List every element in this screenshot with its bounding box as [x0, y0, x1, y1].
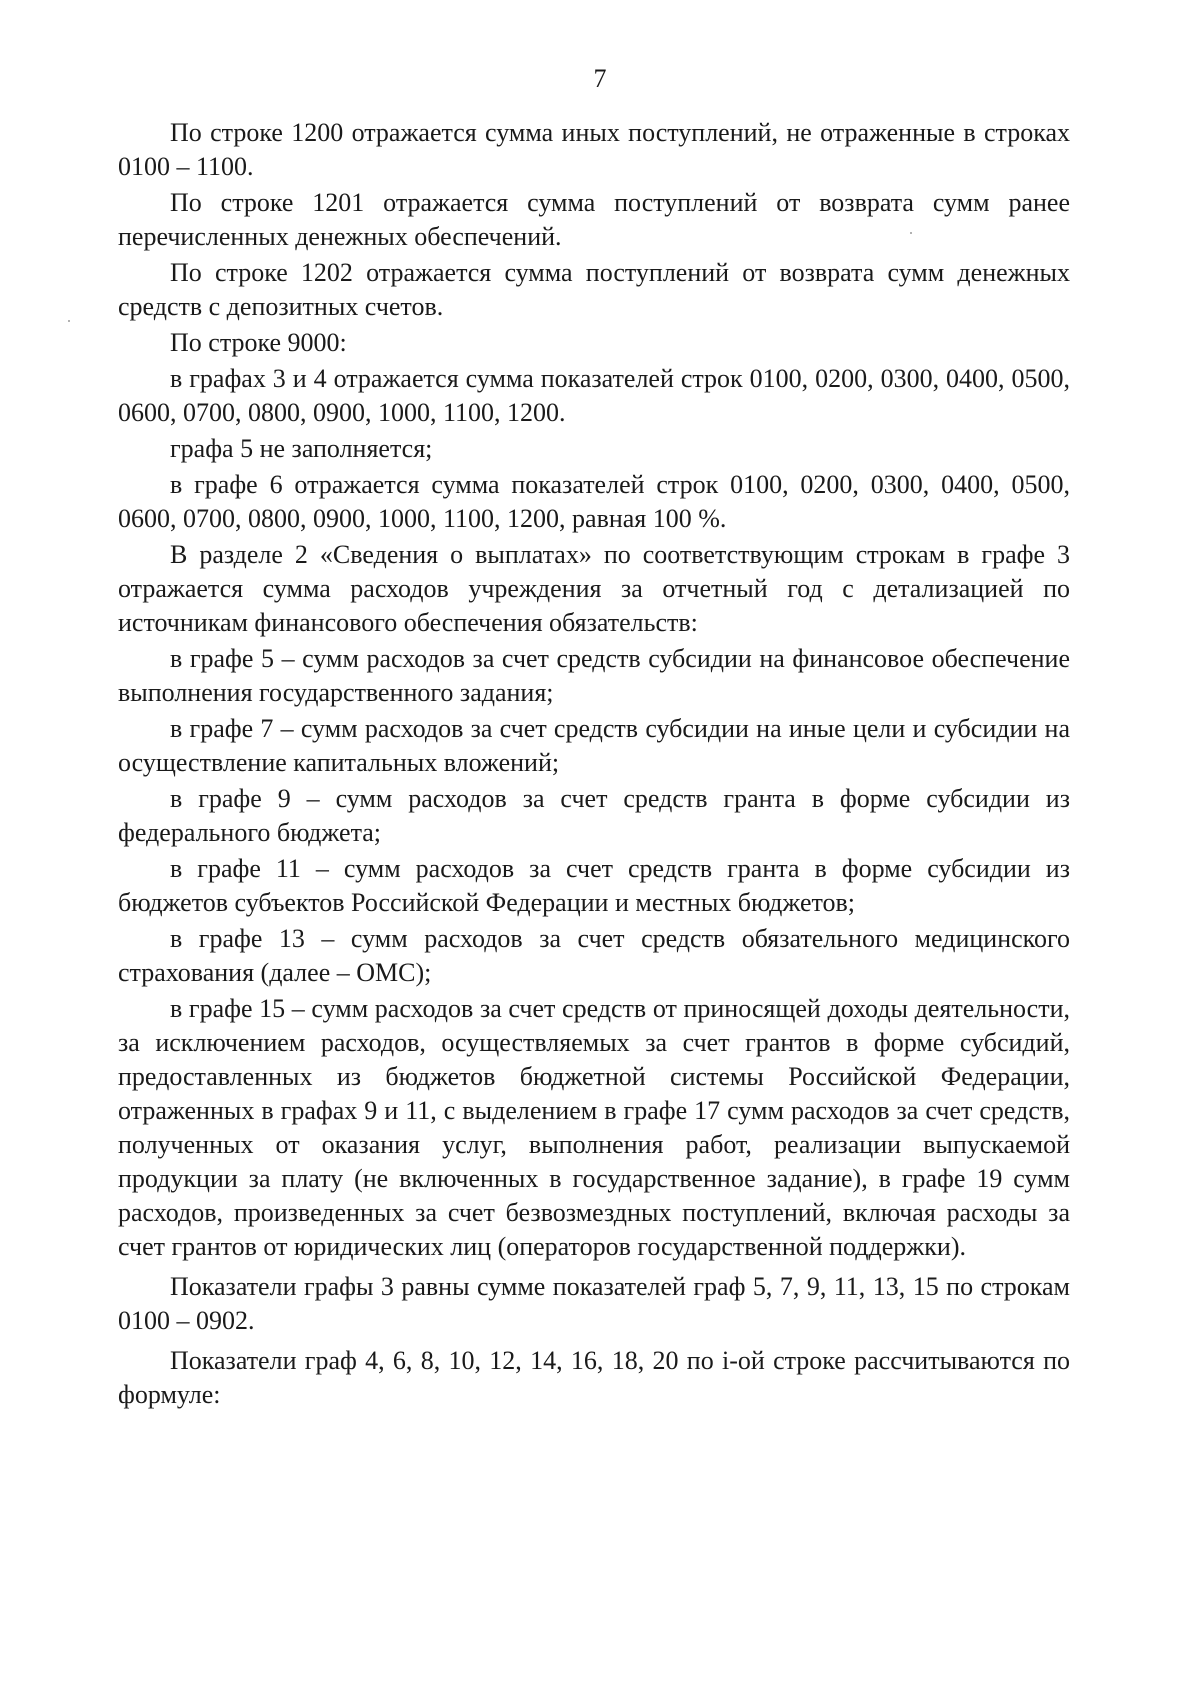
- paragraph-column-3-totals: Показатели графы 3 равны сумме показателей граф 5, 7, 9, 11, 13, 15 по строкам 0100 – 0902.: [118, 1272, 1070, 1335]
- paragraph-column-15-expenses: в графе 15 – сумм расходов за счет средств от приносящей доходы деятельности, за исключением расходов, осуществляемых за счет грантов в форме субсидий, предоставленных из бюджетов бюджетной системы Российской Федерации, отраженных в графах 9 и 11, с выделением в графе 17 сумм расходов за счет средств, полученных от оказания услуг, выполнения работ, реализации выпускаемой продукции за плату (не включенных в государственное задание), в графе 19 сумм расходов, произведенных за счет безвозмездных поступлений, включая расходы за счет грантов от юридических лиц (операторов государственной поддержки).: [118, 994, 1070, 1261]
- page-number: 7: [593, 64, 607, 93]
- paragraph-section-2-intro: В разделе 2 «Сведения о выплатах» по соответствующим строкам в графе 3 отражается сумма расходов учреждения за отчетный год с детализацией по источникам финансового обеспечения обязательств:: [118, 540, 1070, 637]
- paragraph-column-6: в графе 6 отражается сумма показателей строк 0100, 0200, 0300, 0400, 0500, 0600, 0700, 0800, 0900, 1000, 1100, 1200, равная 100 %.: [118, 470, 1070, 533]
- paragraph-column-5: графа 5 не заполняется;: [170, 434, 433, 463]
- paragraph-row-9000-heading: По строке 9000:: [170, 328, 347, 357]
- paragraph-column-7-expenses: в графе 7 – сумм расходов за счет средств субсидии на иные цели и субсидии на осуществление капитальных вложений;: [118, 714, 1070, 777]
- paragraph-formula-intro: Показатели граф 4, 6, 8, 10, 12, 14, 16, 18, 20 по i-ой строке рассчитываются по формуле:: [118, 1346, 1070, 1409]
- paragraph-row-1202: По строке 1202 отражается сумма поступлений от возврата сумм денежных средств с депозитных счетов.: [118, 258, 1070, 321]
- paragraph-row-1201: По строке 1201 отражается сумма поступлений от возврата сумм ранее перечисленных денежных обеспечений.: [118, 188, 1070, 251]
- paragraph-column-13-expenses: в графе 13 – сумм расходов за счет средств обязательного медицинского страхования (далее – ОМС);: [118, 924, 1070, 987]
- paragraph-columns-3-4: в графах 3 и 4 отражается сумма показателей строк 0100, 0200, 0300, 0400, 0500, 0600, 0700, 0800, 0900, 1000, 1100, 1200.: [118, 364, 1070, 427]
- scan-speck: [68, 320, 70, 322]
- paragraph-column-9-expenses: в графе 9 – сумм расходов за счет средств гранта в форме субсидии из федерального бюджета;: [118, 784, 1070, 847]
- paragraph-row-1200: По строке 1200 отражается сумма иных поступлений, не отраженные в строках 0100 – 1100.: [118, 118, 1070, 181]
- paragraph-column-11-expenses: в графе 11 – сумм расходов за счет средств гранта в форме субсидии из бюджетов субъектов Российской Федерации и местных бюджетов;: [118, 854, 1070, 917]
- document-body: [118, 116, 1070, 1414]
- paragraph-column-5-expenses: в графе 5 – сумм расходов за счет средств субсидии на финансовое обеспечение выполнения государственного задания;: [118, 644, 1070, 707]
- scan-speck: [910, 232, 912, 234]
